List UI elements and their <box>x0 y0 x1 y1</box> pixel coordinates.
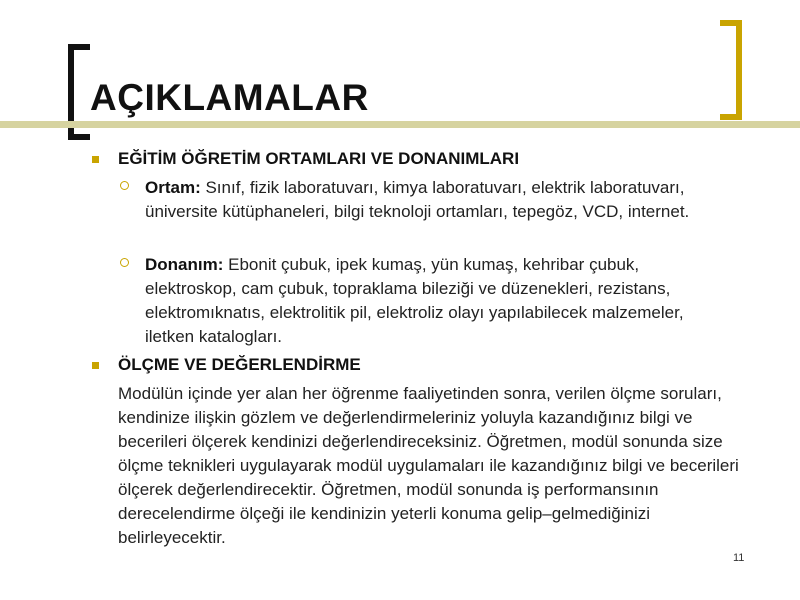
item-label: Donanım: <box>145 255 224 274</box>
section-heading-assessment: ÖLÇME VE DEĞERLENDİRME <box>118 355 361 374</box>
square-bullet-icon <box>92 156 99 163</box>
assessment-paragraph: Modülün içinde yer alan her öğrenme faaliyetinden sonra, verilen ölçme soruları, kendinize ilişkin gözlem ve değerlendirmeleriniz yoluyla kazandığınız bilgi ve becerileri ölçerek kendinizi değerlendireceksiniz. Öğretmen, modül sonunda size ölçme teknikleri uygulayarak modül uygulamaları ile kazandığınız bilgi ve becerileri ölçerek değerlendirecektir. Öğretmen, modül sonunda iş performansının derecelendirme ölçeği ile kendinizin yeterli konuma gelip–gelmediğinizi belirleyecektir. <box>118 384 739 547</box>
item-label: Ortam: <box>145 178 201 197</box>
section-heading-equipment: EĞİTİM ÖĞRETİM ORTAMLARI VE DONANIMLARI <box>118 149 520 168</box>
slide-title: AÇIKLAMALAR <box>90 77 369 118</box>
right-bracket-decoration <box>720 20 742 120</box>
item-text: Sınıf, fizik laboratuvarı, kimya laboratuvarı, elektrik laboratuvarı, üniversite kütüphaneleri, bilgi teknoloji ortamları, tepegöz, VCD, internet. <box>145 178 690 221</box>
title-underline-rule <box>0 121 800 128</box>
item-text: Ebonit çubuk, ipek kumaş, yün kumaş, kehribar çubuk, elektroskop, cam çubuk, topraklama bileziği ve düzenekleri, rezistans, elektromıknatıs, elektrolitik pil, elektroliz olayı yapılabilecek malzemeler, iletken katalogları. <box>145 255 684 346</box>
square-bullet-icon <box>92 362 99 369</box>
list-item-donanim <box>145 253 735 349</box>
ring-bullet-icon <box>120 258 129 267</box>
page-number: 11 <box>733 552 745 564</box>
list-item-ortam <box>145 176 715 224</box>
ring-bullet-icon <box>120 181 129 190</box>
